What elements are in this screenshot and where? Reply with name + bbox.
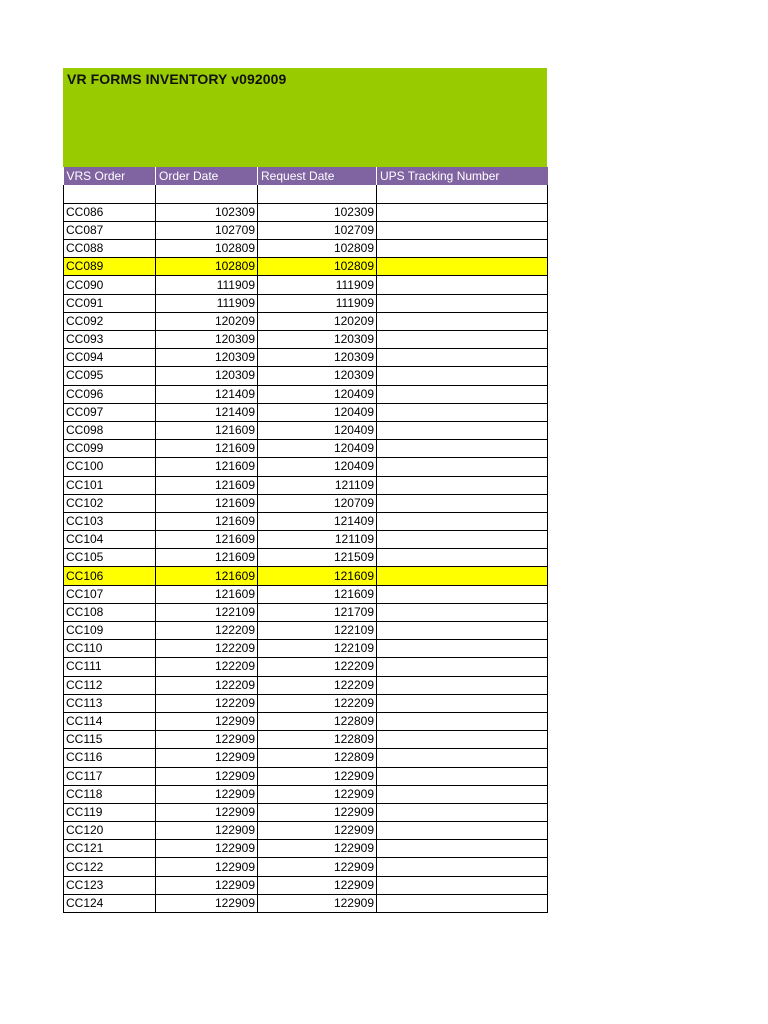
cell-vrs-order[interactable]: CC103 bbox=[64, 512, 156, 530]
cell-order-date[interactable]: 122909 bbox=[156, 731, 258, 749]
cell-order-date[interactable]: 120309 bbox=[156, 349, 258, 367]
table-row bbox=[64, 749, 548, 767]
cell-ups-tracking-number[interactable] bbox=[377, 476, 548, 494]
cell-order-date[interactable]: 121609 bbox=[156, 585, 258, 603]
cell-ups-tracking-number[interactable] bbox=[377, 421, 548, 439]
cell-order-date[interactable]: 122209 bbox=[156, 676, 258, 694]
cell-order-date[interactable]: 121609 bbox=[156, 476, 258, 494]
cell-request-date[interactable]: 122209 bbox=[258, 694, 377, 712]
cell-vrs-order[interactable]: CC114 bbox=[64, 712, 156, 730]
cell-order-date[interactable]: 121609 bbox=[156, 440, 258, 458]
table-row bbox=[64, 203, 548, 221]
cell-vrs-order[interactable]: CC115 bbox=[64, 731, 156, 749]
cell-vrs-order[interactable]: CC123 bbox=[64, 876, 156, 894]
cell-ups-tracking-number[interactable] bbox=[377, 840, 548, 858]
cell-vrs-order[interactable]: CC109 bbox=[64, 622, 156, 640]
cell-vrs-order[interactable]: CC116 bbox=[64, 749, 156, 767]
cell-order-date[interactable]: 121609 bbox=[156, 512, 258, 530]
table-row bbox=[64, 367, 548, 385]
title-band bbox=[63, 68, 547, 167]
cell-order-date[interactable]: 121609 bbox=[156, 567, 258, 585]
cell-request-date[interactable]: 102709 bbox=[258, 221, 377, 239]
cell-vrs-order[interactable]: CC111 bbox=[64, 658, 156, 676]
cell-request-date[interactable]: 120309 bbox=[258, 349, 377, 367]
cell-vrs-order[interactable]: CC095 bbox=[64, 367, 156, 385]
table-row bbox=[64, 731, 548, 749]
cell-vrs-order[interactable]: CC092 bbox=[64, 312, 156, 330]
cell-request-date[interactable]: 120409 bbox=[258, 421, 377, 439]
cell-order-date[interactable]: 122909 bbox=[156, 749, 258, 767]
cell-order-date[interactable]: 121409 bbox=[156, 385, 258, 403]
cell-request-date[interactable]: 122209 bbox=[258, 658, 377, 676]
inventory-table bbox=[63, 167, 548, 913]
table-row bbox=[64, 221, 548, 239]
cell-ups-tracking-number[interactable] bbox=[377, 749, 548, 767]
cell-ups-tracking-number[interactable] bbox=[377, 240, 548, 258]
cell-request-date[interactable]: 120309 bbox=[258, 367, 377, 385]
cell-vrs-order[interactable]: CC093 bbox=[64, 331, 156, 349]
table-row bbox=[64, 567, 548, 585]
cell-order-date[interactable]: 122209 bbox=[156, 694, 258, 712]
header-row bbox=[64, 167, 548, 185]
column-header-vrs-order[interactable]: VRS Order bbox=[64, 167, 156, 185]
table-body bbox=[64, 185, 548, 913]
cell-request-date[interactable]: 120309 bbox=[258, 331, 377, 349]
table-row bbox=[64, 694, 548, 712]
cell-vrs-order[interactable]: CC110 bbox=[64, 640, 156, 658]
table-row bbox=[64, 803, 548, 821]
cell-ups-tracking-number[interactable] bbox=[377, 440, 548, 458]
cell-vrs-order[interactable]: CC100 bbox=[64, 458, 156, 476]
table-row bbox=[64, 476, 548, 494]
cell-order-date[interactable]: 122209 bbox=[156, 658, 258, 676]
cell-request-date[interactable]: 122909 bbox=[258, 876, 377, 894]
cell-vrs-order[interactable]: CC086 bbox=[64, 203, 156, 221]
cell-order-date[interactable]: 111909 bbox=[156, 294, 258, 312]
cell-order-date[interactable]: 122909 bbox=[156, 858, 258, 876]
column-header-ups-tracking-number[interactable]: UPS Tracking Number bbox=[377, 167, 548, 185]
cell-request-date[interactable]: 122909 bbox=[258, 767, 377, 785]
cell-ups-tracking-number[interactable] bbox=[377, 185, 548, 203]
cell-order-date[interactable]: 122909 bbox=[156, 876, 258, 894]
cell-ups-tracking-number[interactable] bbox=[377, 858, 548, 876]
cell-request-date[interactable]: 120409 bbox=[258, 458, 377, 476]
cell-vrs-order[interactable]: CC121 bbox=[64, 840, 156, 858]
table-row bbox=[64, 876, 548, 894]
column-header-order-date[interactable]: Order Date bbox=[156, 167, 258, 185]
cell-order-date[interactable]: 122909 bbox=[156, 803, 258, 821]
cell-vrs-order[interactable]: CC097 bbox=[64, 403, 156, 421]
cell-request-date[interactable]: 122909 bbox=[258, 785, 377, 803]
cell-request-date[interactable]: 121409 bbox=[258, 512, 377, 530]
cell-request-date[interactable]: 111909 bbox=[258, 276, 377, 294]
table-row bbox=[64, 585, 548, 603]
cell-vrs-order[interactable]: CC087 bbox=[64, 221, 156, 239]
cell-ups-tracking-number[interactable] bbox=[377, 221, 548, 239]
cell-ups-tracking-number[interactable] bbox=[377, 203, 548, 221]
cell-order-date[interactable]: 122909 bbox=[156, 785, 258, 803]
cell-vrs-order[interactable]: CC117 bbox=[64, 767, 156, 785]
table-row bbox=[64, 894, 548, 912]
table-row bbox=[64, 676, 548, 694]
cell-vrs-order[interactable]: CC098 bbox=[64, 421, 156, 439]
cell-request-date[interactable]: 120709 bbox=[258, 494, 377, 512]
table-row bbox=[64, 785, 548, 803]
cell-request-date[interactable]: 102309 bbox=[258, 203, 377, 221]
cell-vrs-order[interactable]: CC096 bbox=[64, 385, 156, 403]
cell-ups-tracking-number[interactable] bbox=[377, 622, 548, 640]
table-row bbox=[64, 603, 548, 621]
cell-request-date[interactable]: 120209 bbox=[258, 312, 377, 330]
cell-request-date[interactable]: 121509 bbox=[258, 549, 377, 567]
cell-ups-tracking-number[interactable] bbox=[377, 640, 548, 658]
cell-ups-tracking-number[interactable] bbox=[377, 822, 548, 840]
cell-request-date[interactable]: 122109 bbox=[258, 622, 377, 640]
cell-vrs-order[interactable]: CC119 bbox=[64, 803, 156, 821]
table-row bbox=[64, 712, 548, 730]
table-row bbox=[64, 331, 548, 349]
table-row bbox=[64, 858, 548, 876]
table-row bbox=[64, 549, 548, 567]
cell-vrs-order[interactable]: CC107 bbox=[64, 585, 156, 603]
cell-request-date[interactable] bbox=[258, 185, 377, 203]
cell-vrs-order[interactable]: CC106 bbox=[64, 567, 156, 585]
cell-order-date[interactable]: 102809 bbox=[156, 240, 258, 258]
cell-ups-tracking-number[interactable] bbox=[377, 876, 548, 894]
cell-ups-tracking-number[interactable] bbox=[377, 349, 548, 367]
table-row bbox=[64, 640, 548, 658]
cell-order-date[interactable]: 122109 bbox=[156, 603, 258, 621]
cell-ups-tracking-number[interactable] bbox=[377, 894, 548, 912]
cell-order-date[interactable]: 122209 bbox=[156, 622, 258, 640]
cell-order-date[interactable]: 121409 bbox=[156, 403, 258, 421]
cell-order-date[interactable]: 121609 bbox=[156, 421, 258, 439]
table-row bbox=[64, 294, 548, 312]
cell-order-date[interactable]: 111909 bbox=[156, 276, 258, 294]
cell-request-date[interactable]: 121609 bbox=[258, 567, 377, 585]
cell-order-date[interactable]: 102809 bbox=[156, 258, 258, 276]
cell-ups-tracking-number[interactable] bbox=[377, 676, 548, 694]
cell-request-date[interactable]: 120409 bbox=[258, 440, 377, 458]
cell-request-date[interactable]: 121109 bbox=[258, 531, 377, 549]
table-row bbox=[64, 312, 548, 330]
cell-order-date[interactable]: 121609 bbox=[156, 458, 258, 476]
cell-vrs-order[interactable]: CC091 bbox=[64, 294, 156, 312]
table-row bbox=[64, 385, 548, 403]
cell-ups-tracking-number[interactable] bbox=[377, 658, 548, 676]
cell-order-date[interactable]: 102709 bbox=[156, 221, 258, 239]
cell-vrs-order[interactable]: CC089 bbox=[64, 258, 156, 276]
sheet-title: VR FORMS INVENTORY v092009 bbox=[67, 71, 287, 87]
table-row bbox=[64, 349, 548, 367]
cell-ups-tracking-number[interactable] bbox=[377, 276, 548, 294]
cell-ups-tracking-number[interactable] bbox=[377, 331, 548, 349]
cell-ups-tracking-number[interactable] bbox=[377, 385, 548, 403]
table-row bbox=[64, 440, 548, 458]
table-row bbox=[64, 822, 548, 840]
cell-request-date[interactable]: 122909 bbox=[258, 858, 377, 876]
cell-order-date[interactable]: 120209 bbox=[156, 312, 258, 330]
cell-request-date[interactable]: 102809 bbox=[258, 258, 377, 276]
cell-vrs-order[interactable]: CC101 bbox=[64, 476, 156, 494]
table-row bbox=[64, 494, 548, 512]
cell-ups-tracking-number[interactable] bbox=[377, 367, 548, 385]
cell-request-date[interactable]: 122209 bbox=[258, 676, 377, 694]
cell-vrs-order[interactable]: CC113 bbox=[64, 694, 156, 712]
cell-vrs-order[interactable]: CC108 bbox=[64, 603, 156, 621]
cell-ups-tracking-number[interactable] bbox=[377, 585, 548, 603]
cell-request-date[interactable]: 121109 bbox=[258, 476, 377, 494]
cell-order-date[interactable]: 122909 bbox=[156, 894, 258, 912]
cell-order-date[interactable]: 120309 bbox=[156, 367, 258, 385]
cell-ups-tracking-number[interactable] bbox=[377, 767, 548, 785]
cell-ups-tracking-number[interactable] bbox=[377, 694, 548, 712]
cell-order-date[interactable]: 120309 bbox=[156, 331, 258, 349]
table-row bbox=[64, 512, 548, 530]
cell-request-date[interactable]: 122109 bbox=[258, 640, 377, 658]
cell-vrs-order[interactable]: CC104 bbox=[64, 531, 156, 549]
cell-request-date[interactable]: 122809 bbox=[258, 749, 377, 767]
column-header-request-date[interactable]: Request Date bbox=[258, 167, 377, 185]
cell-order-date[interactable]: 122909 bbox=[156, 840, 258, 858]
table-row bbox=[64, 622, 548, 640]
cell-ups-tracking-number[interactable] bbox=[377, 512, 548, 530]
cell-request-date[interactable]: 102809 bbox=[258, 240, 377, 258]
inventory-sheet bbox=[63, 68, 547, 913]
table-row bbox=[64, 531, 548, 549]
cell-order-date[interactable]: 121609 bbox=[156, 549, 258, 567]
cell-ups-tracking-number[interactable] bbox=[377, 549, 548, 567]
cell-ups-tracking-number[interactable] bbox=[377, 531, 548, 549]
cell-order-date[interactable]: 121609 bbox=[156, 494, 258, 512]
cell-vrs-order[interactable]: CC102 bbox=[64, 494, 156, 512]
table-row bbox=[64, 458, 548, 476]
cell-vrs-order[interactable]: CC120 bbox=[64, 822, 156, 840]
table-row bbox=[64, 421, 548, 439]
cell-request-date[interactable]: 120409 bbox=[258, 385, 377, 403]
cell-ups-tracking-number[interactable] bbox=[377, 494, 548, 512]
cell-vrs-order[interactable]: CC105 bbox=[64, 549, 156, 567]
cell-request-date[interactable]: 122909 bbox=[258, 894, 377, 912]
cell-order-date[interactable]: 122909 bbox=[156, 767, 258, 785]
cell-vrs-order[interactable]: CC099 bbox=[64, 440, 156, 458]
cell-vrs-order[interactable]: CC094 bbox=[64, 349, 156, 367]
cell-request-date[interactable]: 122809 bbox=[258, 712, 377, 730]
cell-request-date[interactable]: 122909 bbox=[258, 822, 377, 840]
cell-ups-tracking-number[interactable] bbox=[377, 785, 548, 803]
cell-vrs-order[interactable]: CC090 bbox=[64, 276, 156, 294]
cell-ups-tracking-number[interactable] bbox=[377, 458, 548, 476]
cell-request-date[interactable]: 122809 bbox=[258, 731, 377, 749]
cell-ups-tracking-number[interactable] bbox=[377, 712, 548, 730]
table-row bbox=[64, 240, 548, 258]
cell-request-date[interactable]: 111909 bbox=[258, 294, 377, 312]
cell-request-date[interactable]: 122909 bbox=[258, 840, 377, 858]
cell-vrs-order[interactable]: CC088 bbox=[64, 240, 156, 258]
table-row bbox=[64, 658, 548, 676]
cell-order-date[interactable]: 102309 bbox=[156, 203, 258, 221]
cell-order-date[interactable]: 121609 bbox=[156, 531, 258, 549]
cell-vrs-order[interactable]: CC112 bbox=[64, 676, 156, 694]
cell-ups-tracking-number[interactable] bbox=[377, 731, 548, 749]
cell-ups-tracking-number[interactable] bbox=[377, 403, 548, 421]
cell-request-date[interactable]: 120409 bbox=[258, 403, 377, 421]
table-row bbox=[64, 767, 548, 785]
cell-ups-tracking-number[interactable] bbox=[377, 567, 548, 585]
cell-order-date[interactable]: 122909 bbox=[156, 712, 258, 730]
table-row bbox=[64, 840, 548, 858]
cell-request-date[interactable]: 122909 bbox=[258, 803, 377, 821]
cell-vrs-order[interactable]: CC124 bbox=[64, 894, 156, 912]
table-row bbox=[64, 258, 548, 276]
cell-vrs-order[interactable]: CC122 bbox=[64, 858, 156, 876]
cell-order-date[interactable]: 122209 bbox=[156, 640, 258, 658]
cell-vrs-order[interactable] bbox=[64, 185, 156, 203]
cell-ups-tracking-number[interactable] bbox=[377, 603, 548, 621]
table-row bbox=[64, 403, 548, 421]
table-row bbox=[64, 185, 548, 203]
cell-ups-tracking-number[interactable] bbox=[377, 258, 548, 276]
cell-ups-tracking-number[interactable] bbox=[377, 294, 548, 312]
cell-ups-tracking-number[interactable] bbox=[377, 312, 548, 330]
cell-request-date[interactable]: 121709 bbox=[258, 603, 377, 621]
table-row bbox=[64, 276, 548, 294]
cell-order-date[interactable]: 122909 bbox=[156, 822, 258, 840]
cell-ups-tracking-number[interactable] bbox=[377, 803, 548, 821]
cell-vrs-order[interactable]: CC118 bbox=[64, 785, 156, 803]
cell-request-date[interactable]: 121609 bbox=[258, 585, 377, 603]
cell-order-date[interactable] bbox=[156, 185, 258, 203]
